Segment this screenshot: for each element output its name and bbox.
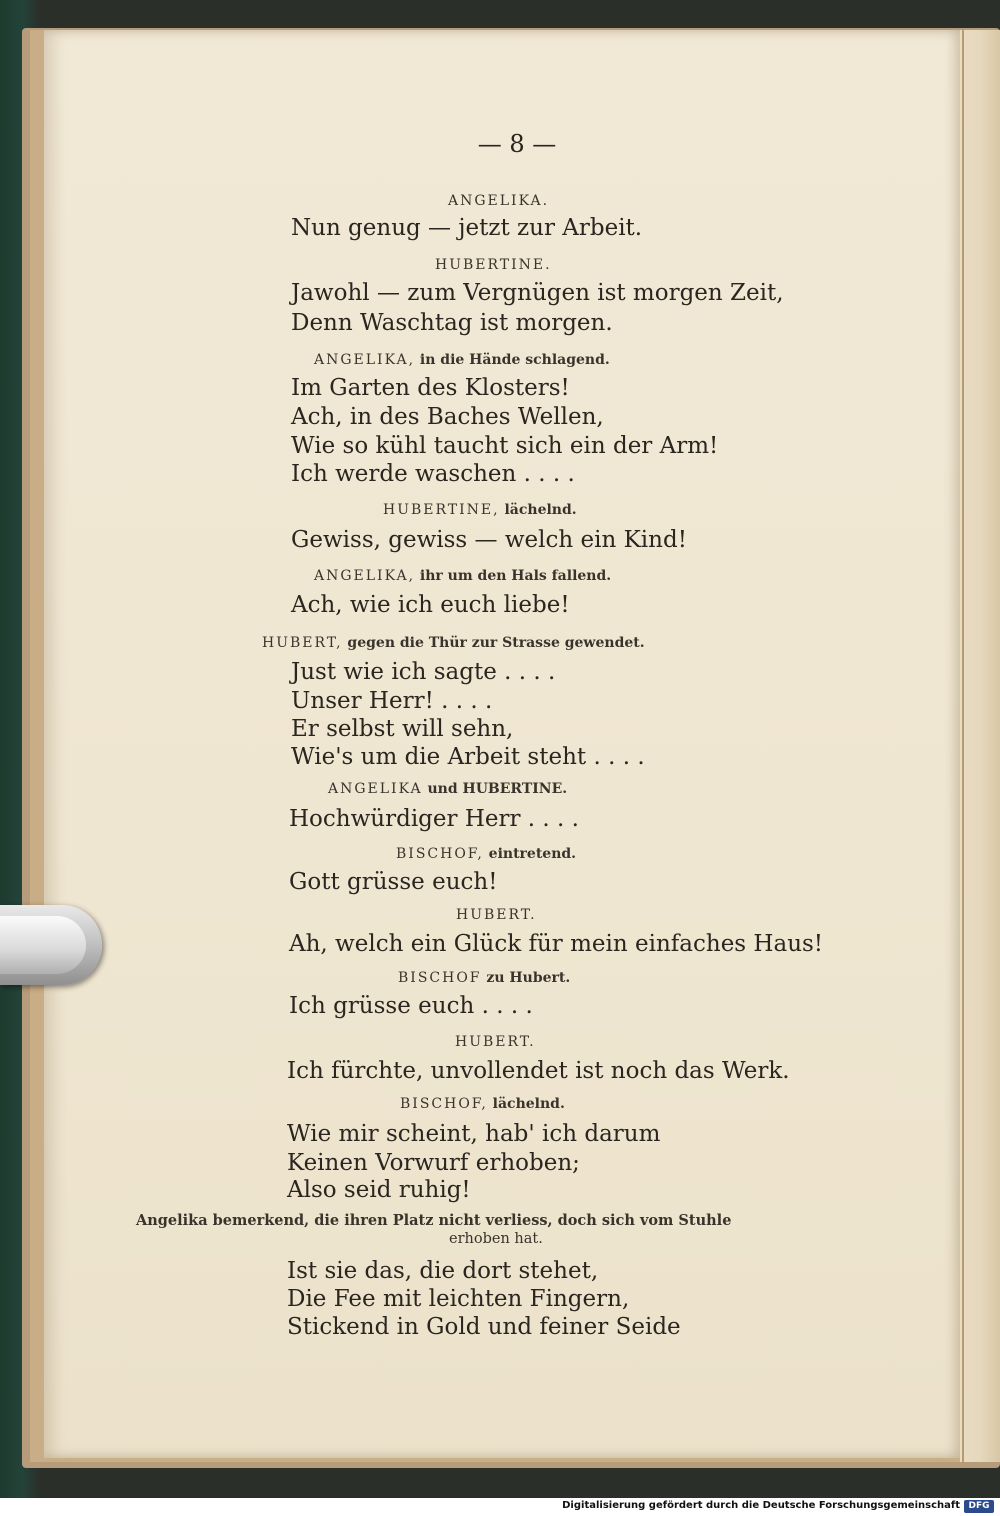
verse-line: Gott grüsse euch! bbox=[289, 869, 498, 895]
page-gutter-line bbox=[962, 30, 964, 1462]
speaker-label: BISCHOF zu Hubert. bbox=[398, 970, 571, 986]
verse-line: Ach, in des Baches Wellen, bbox=[291, 404, 604, 430]
verse-line: Im Garten des Klosters! bbox=[291, 375, 570, 401]
speaker-label: HUBERT. bbox=[455, 1034, 536, 1050]
verse-line: Ah, welch ein Glück für mein einfaches Haus! bbox=[289, 931, 824, 957]
stage-direction: erhoben hat. bbox=[449, 1231, 543, 1247]
verse-line: Just wie ich sagte . . . . bbox=[291, 659, 556, 685]
verse-line: Ich grüsse euch . . . . bbox=[289, 993, 533, 1019]
paper-clip-highlight bbox=[0, 916, 86, 974]
verse-line: Ich werde waschen . . . . bbox=[291, 461, 575, 487]
footer-credit: Digitalisierung gefördert durch die Deutsche Forschungsgemeinschaft bbox=[562, 1500, 960, 1511]
verse-line: Ist sie das, die dort stehet, bbox=[287, 1258, 599, 1284]
next-page-edge bbox=[960, 30, 1000, 1462]
verse-line: Wie mir scheint, hab' ich darum bbox=[287, 1121, 661, 1147]
verse-line: Ach, wie ich euch liebe! bbox=[291, 592, 570, 618]
speaker-label: ANGELIKA und HUBERTINE. bbox=[328, 781, 568, 797]
speaker-label: BISCHOF, eintretend. bbox=[396, 846, 577, 862]
verse-line: Unser Herr! . . . . bbox=[291, 688, 493, 714]
verse-line: Er selbst will sehn, bbox=[291, 716, 514, 742]
verse-line: Ich fürchte, unvollendet ist noch das Werk. bbox=[287, 1058, 790, 1084]
verse-line: Wie's um die Arbeit steht . . . . bbox=[291, 744, 645, 770]
dfg-logo: DFG bbox=[964, 1500, 994, 1513]
verse-line: Stickend in Gold und feiner Seide bbox=[287, 1314, 681, 1340]
verse-line: Denn Waschtag ist morgen. bbox=[291, 310, 613, 336]
speaker-label: BISCHOF, lächelnd. bbox=[400, 1096, 565, 1112]
speaker-label: HUBERT. bbox=[456, 907, 537, 923]
verse-line: Nun genug — jetzt zur Arbeit. bbox=[291, 215, 643, 241]
speaker-label: HUBERT, gegen die Thür zur Strasse gewendet. bbox=[262, 635, 645, 651]
speaker-label: ANGELIKA, in die Hände schlagend. bbox=[314, 352, 610, 368]
verse-line: Also seid ruhig! bbox=[287, 1177, 471, 1203]
speaker-label: ANGELIKA. bbox=[448, 193, 550, 209]
verse-line: Keinen Vorwurf erhoben; bbox=[287, 1150, 580, 1176]
verse-line: Die Fee mit leichten Fingern, bbox=[287, 1286, 630, 1312]
verse-line: Jawohl — zum Vergnügen ist morgen Zeit, bbox=[291, 280, 784, 306]
speaker-label: HUBERTINE, lächelnd. bbox=[383, 502, 577, 518]
page-number: — 8 — bbox=[477, 130, 557, 158]
verse-line: Hochwürdiger Herr . . . . bbox=[289, 806, 579, 832]
verse-line: Gewiss, gewiss — welch ein Kind! bbox=[291, 527, 687, 553]
verse-line: Wie so kühl taucht sich ein der Arm! bbox=[291, 433, 719, 459]
speaker-label: HUBERTINE. bbox=[435, 257, 552, 273]
speaker-label: ANGELIKA, ihr um den Hals fallend. bbox=[314, 568, 612, 584]
stage-direction: Angelika bemerkend, die ihren Platz nicht verliess, doch sich vom Stuhle bbox=[136, 1212, 732, 1229]
